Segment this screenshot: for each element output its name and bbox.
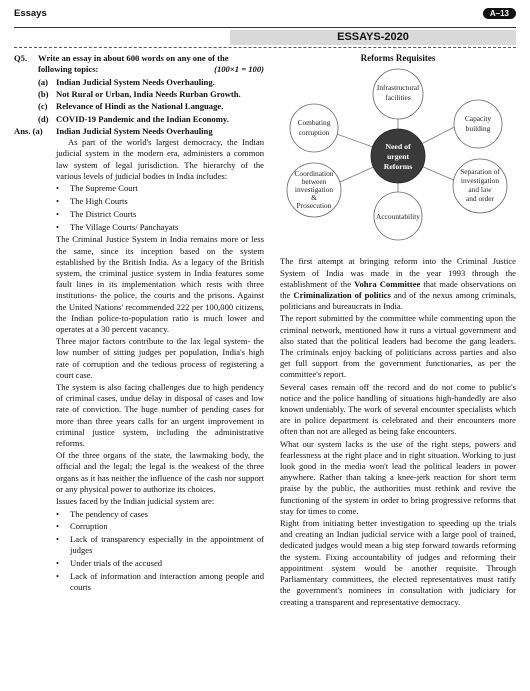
running-head-section: Essays — [14, 8, 47, 19]
right-paragraph: The report submitted by the committee while commenting upon the criminal network, mentioned how it runs a virtual government and also stated that the political leaders had become the gang leaders. The criminals enjoy backing of politicians across parties and also get full support from the government functionaries, as per the committee's report. — [280, 313, 516, 380]
svg-text:Capacity: Capacity — [464, 114, 492, 124]
page-number-badge: A–13 — [483, 8, 516, 19]
svg-text:&: & — [311, 193, 317, 203]
right-column — [280, 53, 516, 609]
option-c: (c) Relevance of Hindi as the National Language. — [38, 101, 224, 112]
right-paragraph: The first attempt at bringing reform into the Criminal Justice System of India was made in the year 1993 through the establishment of the Vohra Committee that made observations on the Criminalization of politics and of the nexus among criminals, politicians and bureaucrats in India. — [280, 256, 516, 312]
svg-text:and law: and law — [468, 185, 492, 195]
svg-text:Reforms: Reforms — [383, 162, 413, 172]
svg-text:Need of: Need of — [385, 142, 411, 152]
diagram-title: Reforms Requisites — [360, 53, 436, 63]
svg-text:and order: and order — [465, 194, 495, 204]
list-item: • The High Courts — [56, 196, 128, 207]
svg-text:investigation: investigation — [460, 176, 500, 186]
svg-text:Prosecution: Prosecution — [296, 201, 332, 211]
answer-heading — [14, 126, 264, 137]
right-text — [280, 256, 516, 607]
svg-text:Accountability: Accountability — [376, 212, 420, 222]
right-paragraph: Right from initiating better investigation to speeding up the trials and creating an Indian judicial service with a large pool of trained, dedicated judges would mean a big step forward towards reforming the system. Fixing accountability of judges and reforming their appointment system would be another requisite. Through Parliamentary committees, the elected representatives must ratify the government's nominees in consultation with judiciary for creating a transparent and representative democracy. — [280, 518, 516, 607]
question-text: Write an essay in about 600 words on any one of the following topics: (100×1 = 100) — [38, 53, 264, 75]
dashed-divider — [14, 47, 516, 48]
svg-text:Combating: Combating — [297, 118, 331, 128]
list-item: • The District Courts — [56, 208, 137, 219]
svg-text:Infrastructural: Infrastructural — [376, 83, 420, 93]
list-item: • The pendency of cases — [56, 508, 149, 519]
list-item: • Lack of information and interaction among people and courts — [56, 570, 264, 592]
svg-text:Coordination: Coordination — [294, 169, 334, 179]
question-number: Q5. — [14, 53, 28, 63]
svg-text:Separation of: Separation of — [460, 167, 500, 177]
answer-title: Indian Judicial System Needs Overhauling — [56, 125, 213, 136]
right-paragraph: What our system lacks is the use of the right steps, powers and fearlessness at the right place and in right situation. Working to just look good in the media won't lead the political leaders in power anywhere. Rather than taking a knee-jerk reaction for short term praise by the public, the authorities must rethink and revive the functioning of the system in order to bring progressive reforms that stay for times to come. — [280, 438, 516, 516]
option-d: (d) COVID-19 Pandemic and the Indian Economy. — [38, 113, 229, 124]
answer-paragraph: Of the three organs of the state, the lawmaking body, the official and the legal; the legal is the weakest of the three organs as it has neither the influence of the cash nor support or any physical power to authorize its choices. — [56, 450, 264, 494]
svg-text:between: between — [301, 177, 327, 187]
option-b: (b) Not Rural or Urban, India Needs Rurban Growth. — [38, 88, 241, 99]
list-item: • Under trials of the accused — [56, 557, 163, 568]
option-a: (a) Indian Judicial System Needs Overhauling. — [38, 76, 215, 87]
issues-list — [56, 509, 264, 593]
reforms-diagram — [280, 68, 516, 243]
answer-paragraph: The Criminal Justice System in India remains more or less the same, since its inception based on the system established by the British India. As a legacy of the British system, the criminal justice system in India features some fault lines in its implementation which rests with three institutions- the police, the courts and the prisons. Against the United Nations' recommended 222 per 100,000 citizens, the Indian police-to-population ratio is much lower and operates at a 30 percent vacancy. — [56, 234, 264, 334]
answer-paragraph: Issues faced by the Indian judicial system are: — [56, 495, 215, 506]
courts-list — [56, 183, 264, 232]
list-item: • Lack of transparency especially in the appointment of judges — [56, 534, 264, 556]
answer-body — [14, 137, 264, 593]
list-item: • Corruption — [56, 521, 108, 532]
running-head — [14, 8, 516, 24]
answer-paragraph: Three major factors contribute to the lax legal system- the low number of sitting judges per population, India's high rate of corruption and the tedious process of registering a court case. — [56, 336, 264, 380]
header-rule — [14, 27, 516, 28]
list-item: • The Village Courts/ Panchayats — [56, 221, 179, 232]
answer-paragraph: As part of the world's largest democracy, the Indian judicial system in the modern era, administers a common law system of legal jurisdiction. The hierarchy of the various levels of judicial bodies in India includes: — [56, 137, 264, 181]
answer-label: Ans. (a) — [14, 125, 43, 136]
answer-paragraph: The system is also facing challenges due to high pendency of criminal cases, undue delay in disposal of cases and low rate of conviction. The huge number of pending cases for more than three years calls for an urgent improvement in criminal justice system, including the administrative reforms. — [56, 381, 264, 448]
svg-text:investigation: investigation — [294, 185, 334, 195]
svg-text:corruption: corruption — [298, 128, 330, 138]
left-column — [14, 53, 264, 595]
svg-text:facilities: facilities — [385, 93, 411, 103]
svg-text:building: building — [465, 124, 491, 134]
question-marks: (100×1 = 100) — [214, 64, 264, 75]
svg-text:urgent: urgent — [386, 152, 410, 162]
list-item: • The Supreme Court — [56, 183, 138, 194]
right-paragraph: Several cases remain off the record and do not come to public's notice and the police handling of situations high-handedly are also known undeniably. The work of several encounter specialists which are in police department is celebrated and their encounters more often than not are alleged as being fake encounters. — [280, 381, 516, 437]
question-line — [14, 53, 264, 75]
section-title: ESSAYS-2020 — [230, 30, 516, 45]
